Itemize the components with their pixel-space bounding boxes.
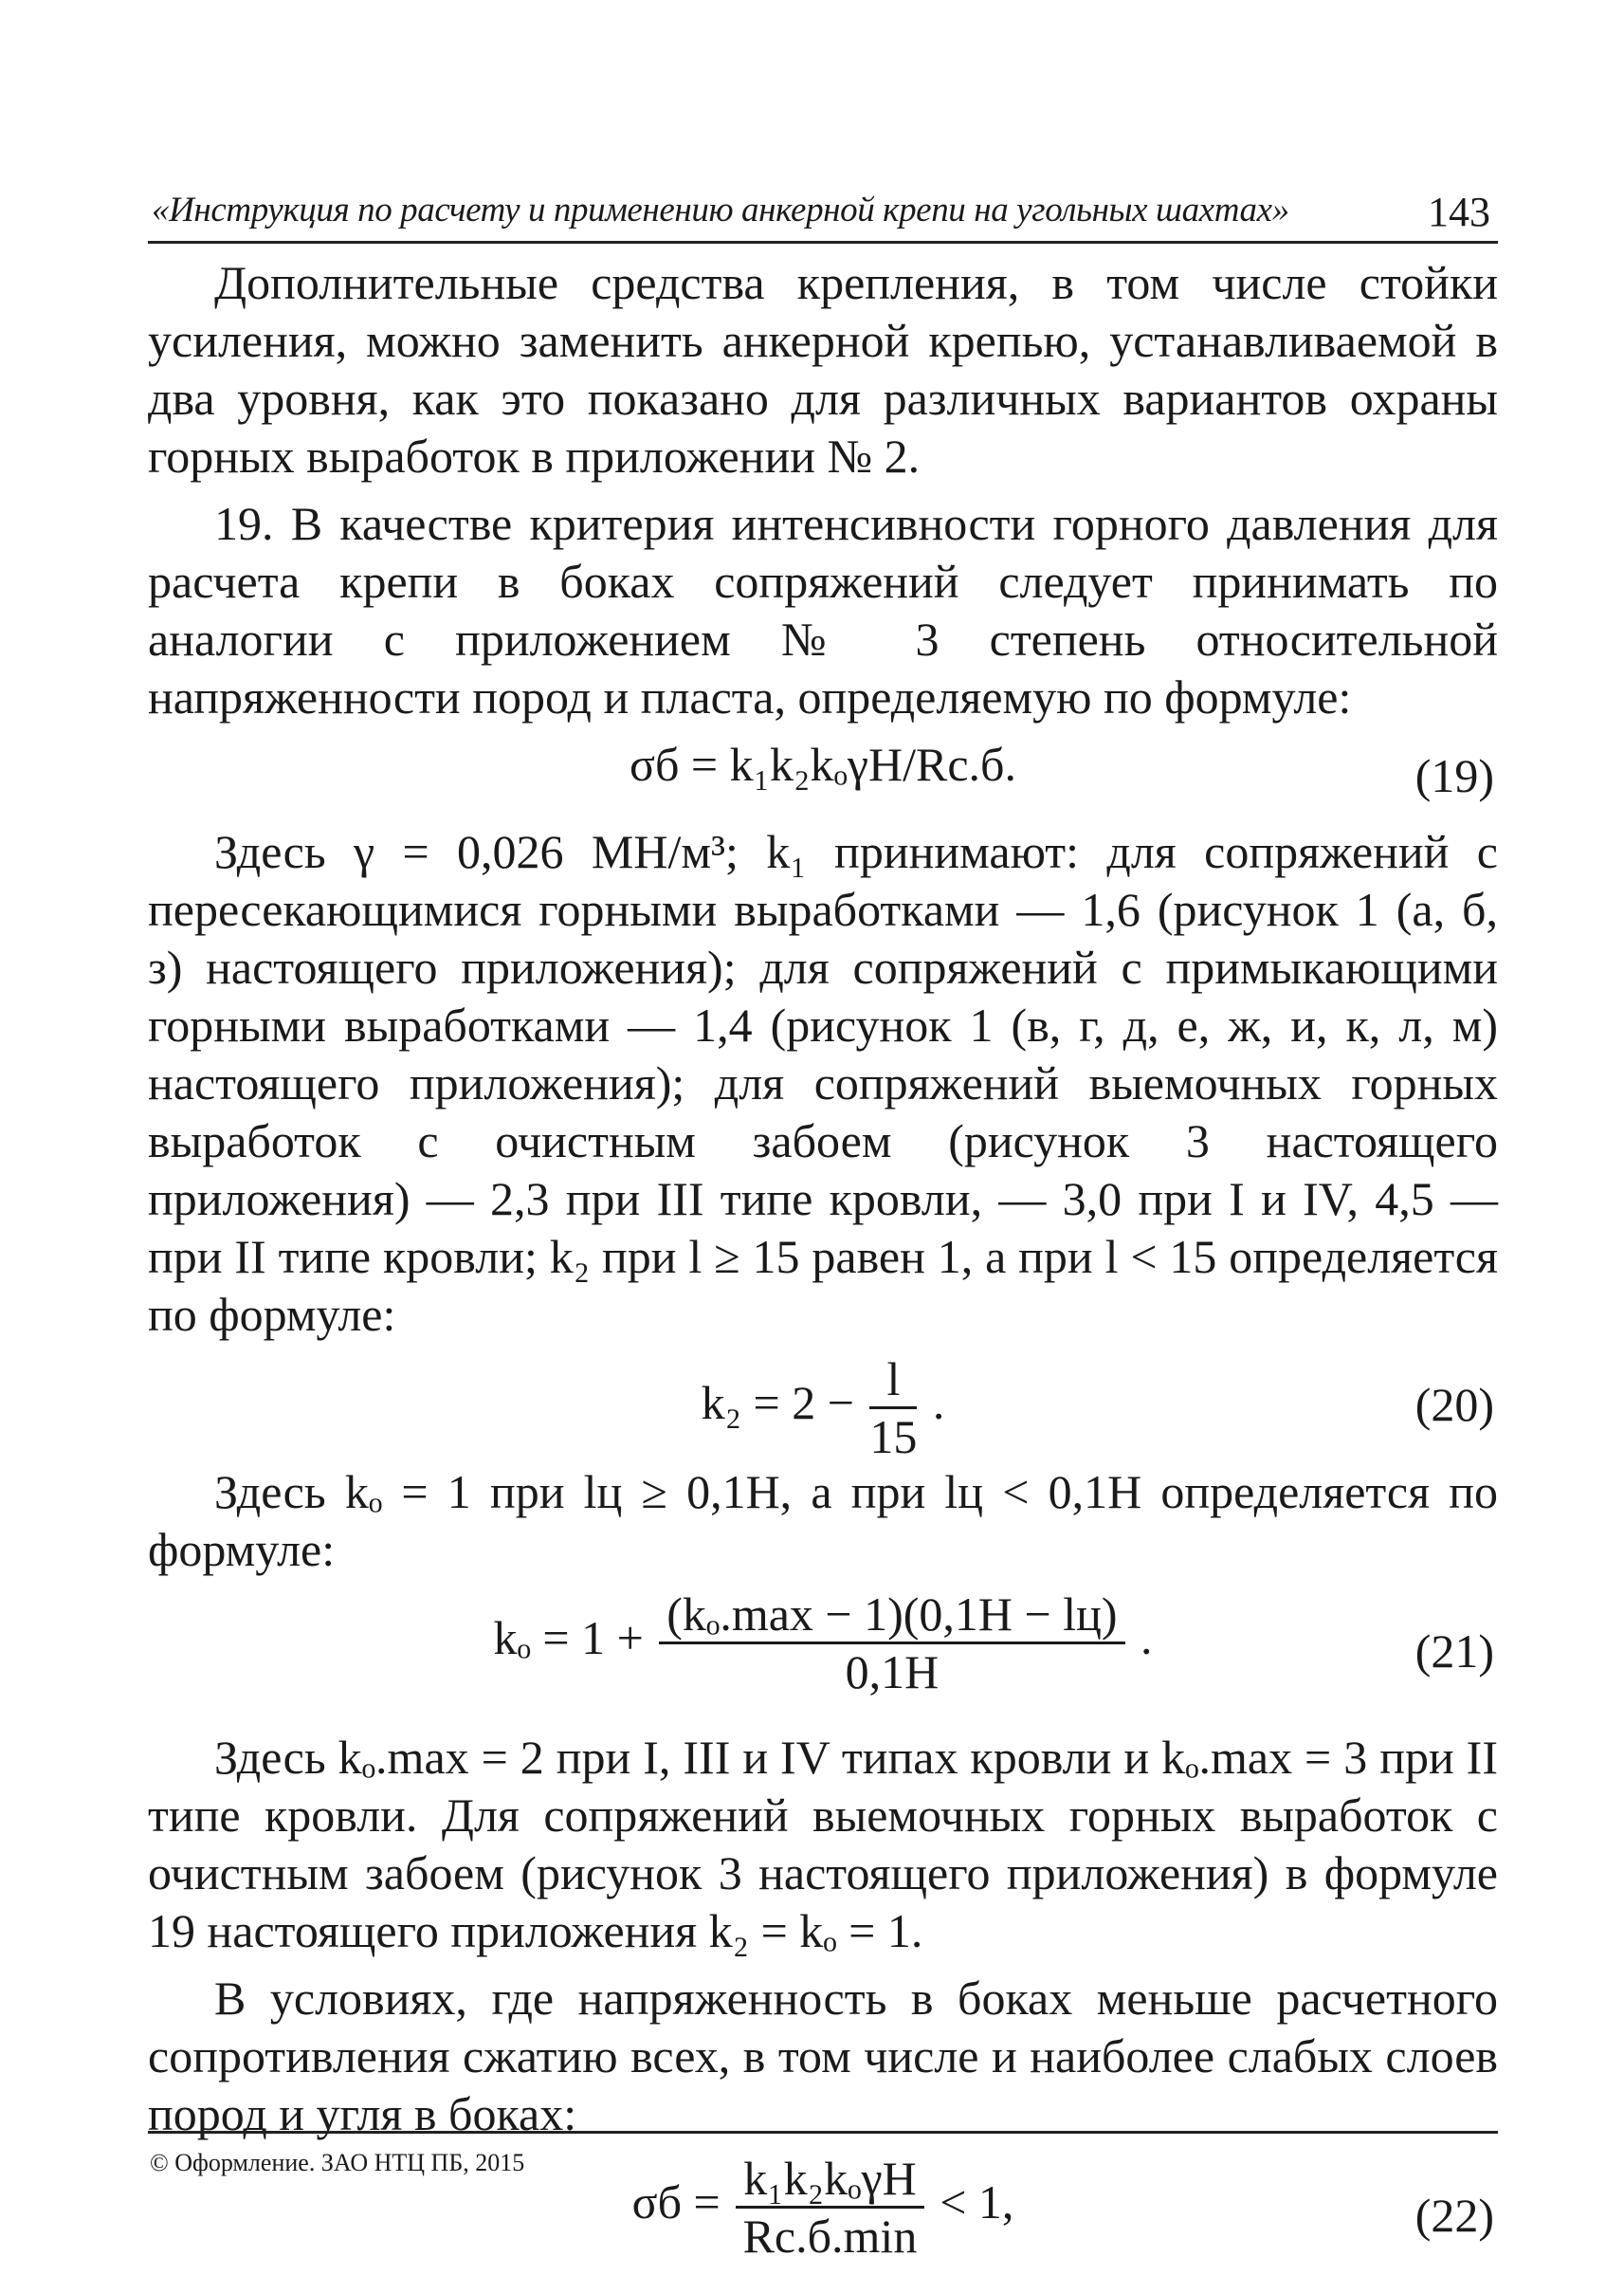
equation-21	[148, 1588, 1498, 1721]
paragraph-2: 19. В качестве критерия интенсивности горного давления для расчета крепи в боках сопряжений следует принимать по аналогии с приложением № 3 степень относительной напряженности пород и пласта, определяемую по формуле:	[148, 497, 1498, 724]
header-title: «Инструкция по расчету и применению анкерной крепи на угольных шахтах»	[152, 191, 1289, 229]
paragraph-3: Здесь γ = 0,026 МН/м³; k₁ принимают: для сопряжений с пересекающимися горными выработками — 1,6 (рисунок 1 (а, б, з) настоящего приложения); для сопряжений с примыкающими горными выработками — 1,4 (рисунок 1 (в, г, д, е, ж, и, к, л, м) настоящего приложения); для сопряжений выемочных горных выработок с очистным забоем (рисунок 3 настоящего приложения) — 2,3 при III типе кровли, — 3,0 при I и IV, 4,5 — при II типе кровли; k₂ при l ≥ 15 равен 1, а при l < 15 определяется по формуле:	[148, 825, 1498, 1341]
footer-rule	[148, 2131, 1498, 2134]
equation-19-formula: σб = k₁k₂kₒγH/Rс.б.	[630, 738, 1016, 791]
body-text	[148, 254, 1498, 2293]
equation-21-fraction	[659, 1588, 1124, 1697]
page-number: 143	[1428, 189, 1490, 235]
equation-21-lhs: kₒ = 1 +	[493, 1610, 644, 1664]
footer-copyright: © Оформление. ЗАО НТЦ ПБ, 2015	[150, 2149, 525, 2176]
paragraph-1: Дополнительные средства крепления, в том числе стойки усиления, можно заменить анкерной крепью, устанавливаемой в два уровня, как это показано для различных вариантов охраны горных выработок в приложении № 2.	[148, 256, 1498, 483]
paragraph-6: В условиях, где напряженность в боках меньше расчетного сопротивления сжатию всех, в том числе и наиболее слабых слоев пород и угля в боках:	[148, 1972, 1498, 2140]
equation-20-tail: .	[932, 1375, 945, 1429]
equation-22-number: (22)	[1414, 2189, 1494, 2242]
equation-22-tail: < 1,	[940, 2174, 1014, 2229]
equation-20-number: (20)	[1414, 1378, 1494, 1431]
equation-20-denominator: 15	[869, 1410, 918, 1463]
equation-22-numerator: k₁k₂kₒγH	[736, 2153, 923, 2209]
running-header	[148, 188, 1498, 244]
equation-20-fraction	[869, 1353, 917, 1462]
equation-19	[148, 736, 1498, 816]
equation-21-number: (21)	[1414, 1624, 1494, 1678]
equation-21-denominator: 0,1H	[845, 1645, 940, 1698]
equation-22-denominator: Rс.б.min	[742, 2210, 918, 2263]
equation-22-lhs: σб =	[631, 2174, 721, 2229]
equation-20	[148, 1352, 1498, 1463]
document-page	[148, 0, 1498, 2263]
paragraph-5: Здесь kₒ.max = 2 при I, III и IV типах кровли и kₒ.max = 3 при II типе кровли. Для сопряжений выемочных горных выработок с очистным забоем (рисунок 3 настоящего приложения) в формуле 19 настоящего приложения k₂ = kₒ = 1.	[148, 1731, 1498, 1957]
equation-21-tail: .	[1140, 1610, 1153, 1664]
equation-22-fraction	[736, 2153, 923, 2262]
equation-19-number: (19)	[1414, 749, 1494, 802]
equation-20-lhs: k₂ = 2 −	[701, 1375, 854, 1429]
equation-20-numerator: l	[869, 1353, 917, 1409]
equation-21-numerator: (kₒ.max − 1)(0,1H − lц)	[659, 1588, 1124, 1644]
paragraph-4: Здесь kₒ = 1 при lц ≥ 0,1H, а при lц < 0,1H определяется по формуле:	[148, 1465, 1498, 1576]
